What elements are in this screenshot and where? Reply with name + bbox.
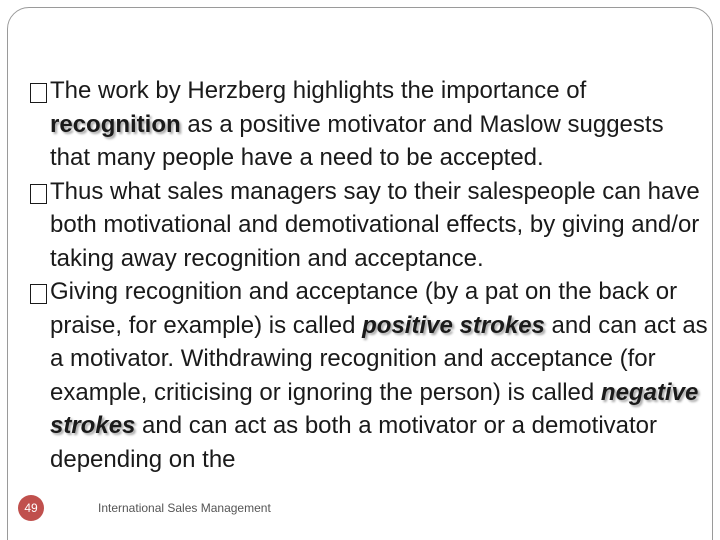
bullet-item [30, 275, 710, 476]
bullet-text: Thus what sales managers say to their salespeople can have both motivational and demotivational effects, by giving and/or taking away recognition and acceptance. [50, 177, 700, 272]
bullet-text: and can act as a motivator. Withdrawing recognition and acceptance (for example, criticising or ignoring the person) is called [50, 311, 708, 406]
bullet-text: Giving recognition and acceptance (by a pat on the back or praise, for example) is called [50, 278, 678, 339]
bullet-item [30, 74, 710, 175]
bullet-box-icon [30, 284, 47, 304]
bullet-item [30, 175, 710, 276]
emphasis-negative-strokes: negative strokes [50, 378, 699, 439]
bullet-box-icon [30, 83, 47, 103]
emphasis-recognition: recognition [50, 110, 181, 138]
emphasis-positive-strokes: positive strokes [362, 311, 545, 339]
page-number-badge: 49 [18, 495, 44, 521]
bullet-list [30, 74, 710, 476]
bullet-box-icon [30, 184, 47, 204]
bullet-text: as a positive motivator and Maslow suggests that many people have a need to be accepted. [50, 110, 664, 171]
bullet-text: and can act as both a motivator or a demotivator depending on the [50, 412, 658, 473]
footer-text: International Sales Management [98, 501, 271, 515]
bullet-text: The work by Herzberg highlights the importance of [50, 77, 587, 104]
